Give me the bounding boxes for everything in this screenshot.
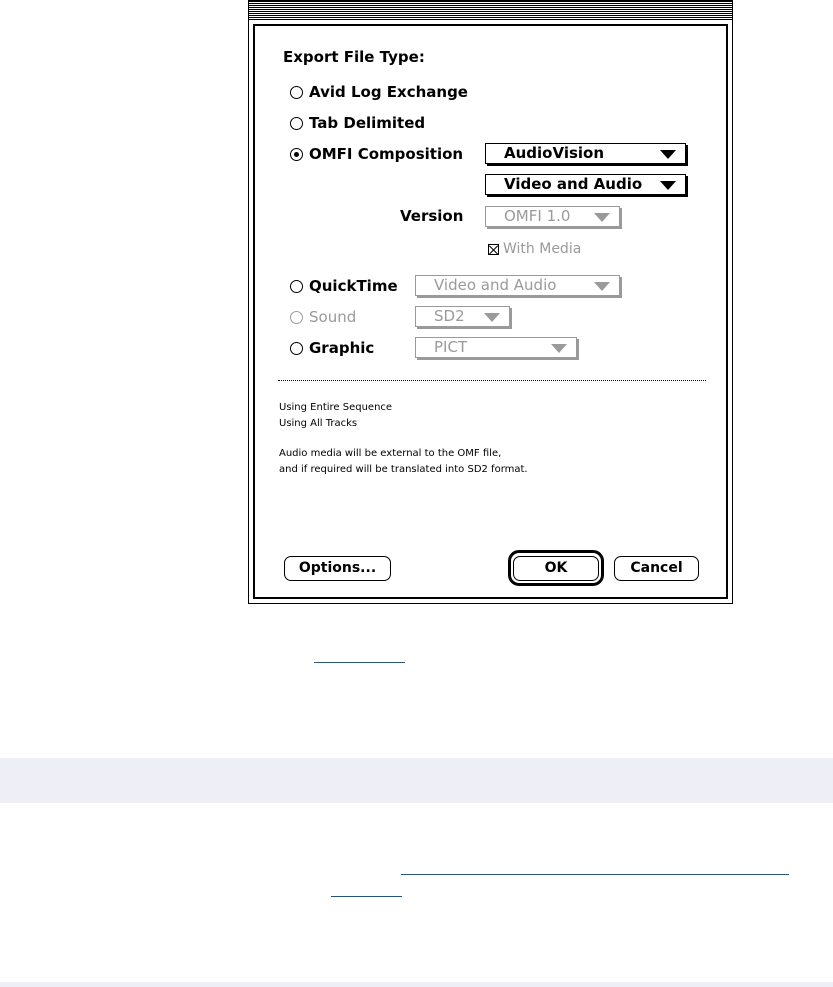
- export-dialog: [248, 0, 733, 604]
- graphic-value: PICT: [434, 338, 468, 356]
- graphic-label[interactable]: Graphic: [309, 339, 375, 357]
- link-underline[interactable]: [401, 874, 789, 875]
- with-media-checkbox[interactable]: [488, 244, 499, 255]
- sound-popup[interactable]: [415, 306, 510, 327]
- info-line-translated: and if required will be translated into SD2 format.: [279, 464, 528, 475]
- radio-omfi-composition[interactable]: [290, 148, 303, 161]
- radio-graphic[interactable]: [290, 342, 303, 355]
- divider: [278, 380, 706, 381]
- radio-sound[interactable]: [290, 311, 303, 324]
- tab-delimited-label[interactable]: Tab Delimited: [309, 114, 426, 132]
- link-underline[interactable]: [331, 896, 402, 897]
- info-line-sequence: Using Entire Sequence: [279, 402, 393, 413]
- chevron-down-icon: [594, 213, 610, 222]
- omfi-content-value: Video and Audio: [504, 175, 643, 193]
- export-file-type-heading: Export File Type:: [283, 48, 425, 66]
- ok-button[interactable]: OK: [513, 556, 599, 581]
- dialog-title-bar[interactable]: [249, 1, 732, 20]
- sound-value: SD2: [434, 307, 465, 325]
- radio-tab-delimited[interactable]: [290, 117, 303, 130]
- radio-avid-log-exchange[interactable]: [290, 86, 303, 99]
- version-popup[interactable]: [485, 206, 620, 227]
- avid-log-exchange-label[interactable]: Avid Log Exchange: [309, 83, 468, 101]
- chevron-down-icon: [551, 344, 567, 353]
- quicktime-label[interactable]: QuickTime: [309, 277, 398, 295]
- graphic-popup[interactable]: [415, 337, 577, 358]
- chevron-down-icon: [594, 282, 610, 291]
- chevron-down-icon: [660, 181, 676, 190]
- chevron-down-icon: [660, 150, 676, 159]
- section-band: [0, 982, 833, 987]
- omfi-composition-label[interactable]: OMFI Composition: [309, 145, 464, 163]
- quicktime-value: Video and Audio: [434, 276, 557, 294]
- cancel-button[interactable]: Cancel: [614, 556, 699, 581]
- dialog-body: [253, 24, 728, 599]
- info-line-audio-external: Audio media will be external to the OMF file,: [279, 448, 502, 459]
- sound-label[interactable]: Sound: [309, 308, 357, 326]
- info-line-tracks: Using All Tracks: [279, 418, 358, 429]
- version-label: Version: [400, 207, 464, 225]
- section-band: [0, 758, 833, 803]
- options-button[interactable]: Options...: [284, 556, 391, 581]
- radio-quicktime[interactable]: [290, 280, 303, 293]
- with-media-label[interactable]: With Media: [503, 241, 582, 257]
- link-underline[interactable]: [314, 662, 405, 663]
- quicktime-popup[interactable]: [415, 275, 620, 296]
- omfi-target-popup[interactable]: [485, 143, 686, 164]
- chevron-down-icon: [484, 313, 500, 322]
- version-value: OMFI 1.0: [504, 207, 571, 225]
- omfi-content-popup[interactable]: [485, 174, 686, 195]
- omfi-target-value: AudioVision: [504, 144, 605, 162]
